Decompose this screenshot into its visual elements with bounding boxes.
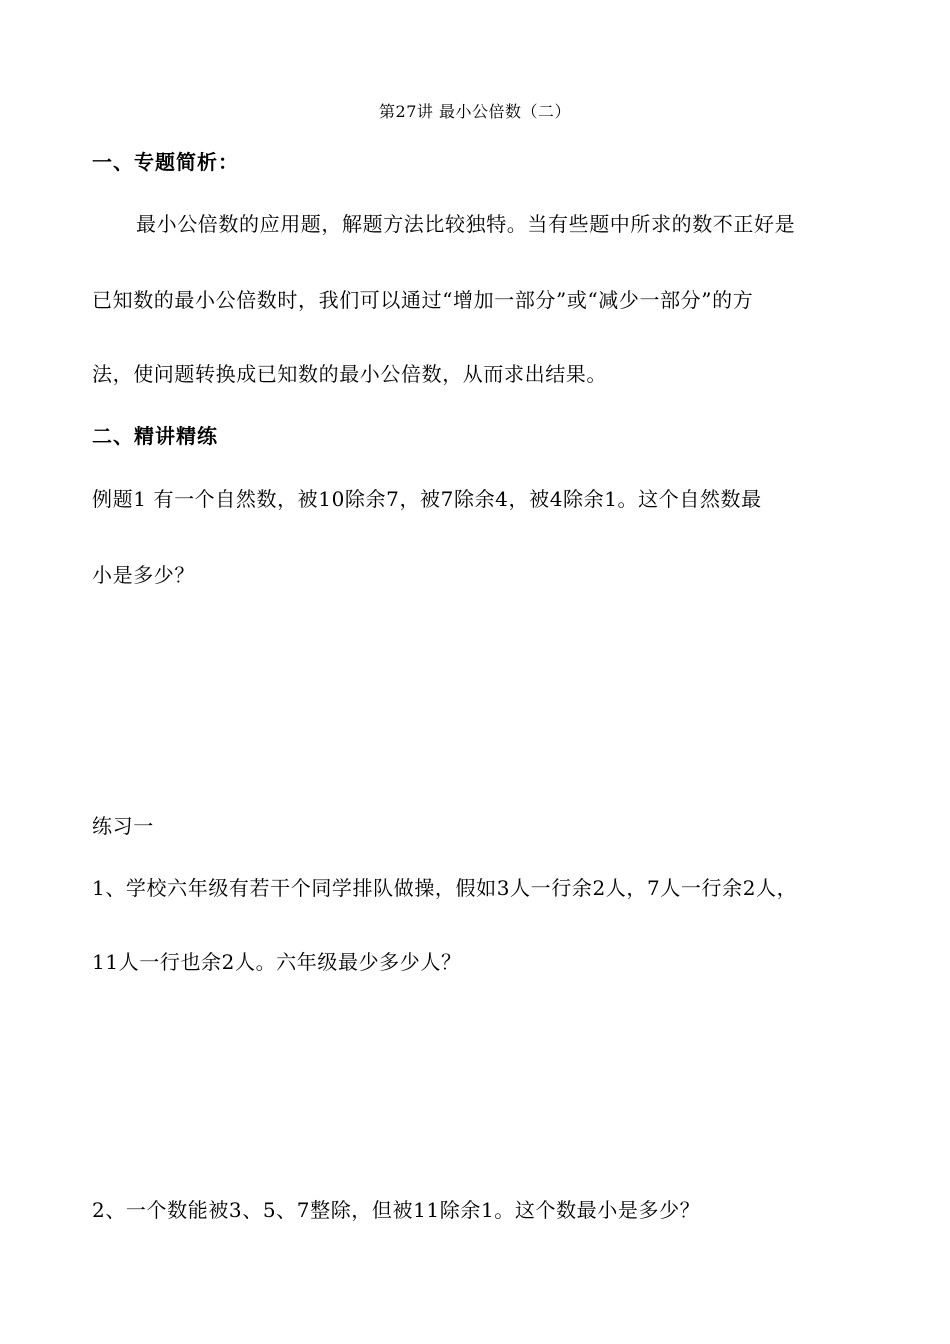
exercise-label: 练习一 — [92, 814, 154, 838]
paragraph-line: 最小公倍数的应用题，解题方法比较独特。当有些题中所求的数不正好是 — [136, 212, 796, 236]
question-line: 11人一行也余2人。六年级最少多少人？ — [92, 950, 462, 974]
question-line: 1、学校六年级有若干个同学排队做操，假如3人一行余2人，7人一行余2人， — [92, 876, 798, 900]
section-heading-practice: 二、精讲精练 — [92, 424, 218, 448]
page-title: 第27讲 最小公倍数（二） — [379, 102, 571, 121]
paragraph-line: 已知数的最小公倍数时，我们可以通过“增加一部分”或“减少一部分”的方 — [92, 288, 754, 312]
section-heading-analysis: 一、专题简析： — [92, 150, 239, 174]
paragraph-line: 法，使问题转换成已知数的最小公倍数，从而求出结果。 — [92, 362, 607, 386]
question-line: 2、一个数能被3、5、7整除，但被11除余1。这个数最小是多少？ — [92, 1198, 701, 1222]
example-line: 例题1 有一个自然数，被10除余7，被7除余4，被4除余1。这个自然数最 — [92, 487, 762, 511]
example-line: 小是多少？ — [92, 563, 195, 587]
